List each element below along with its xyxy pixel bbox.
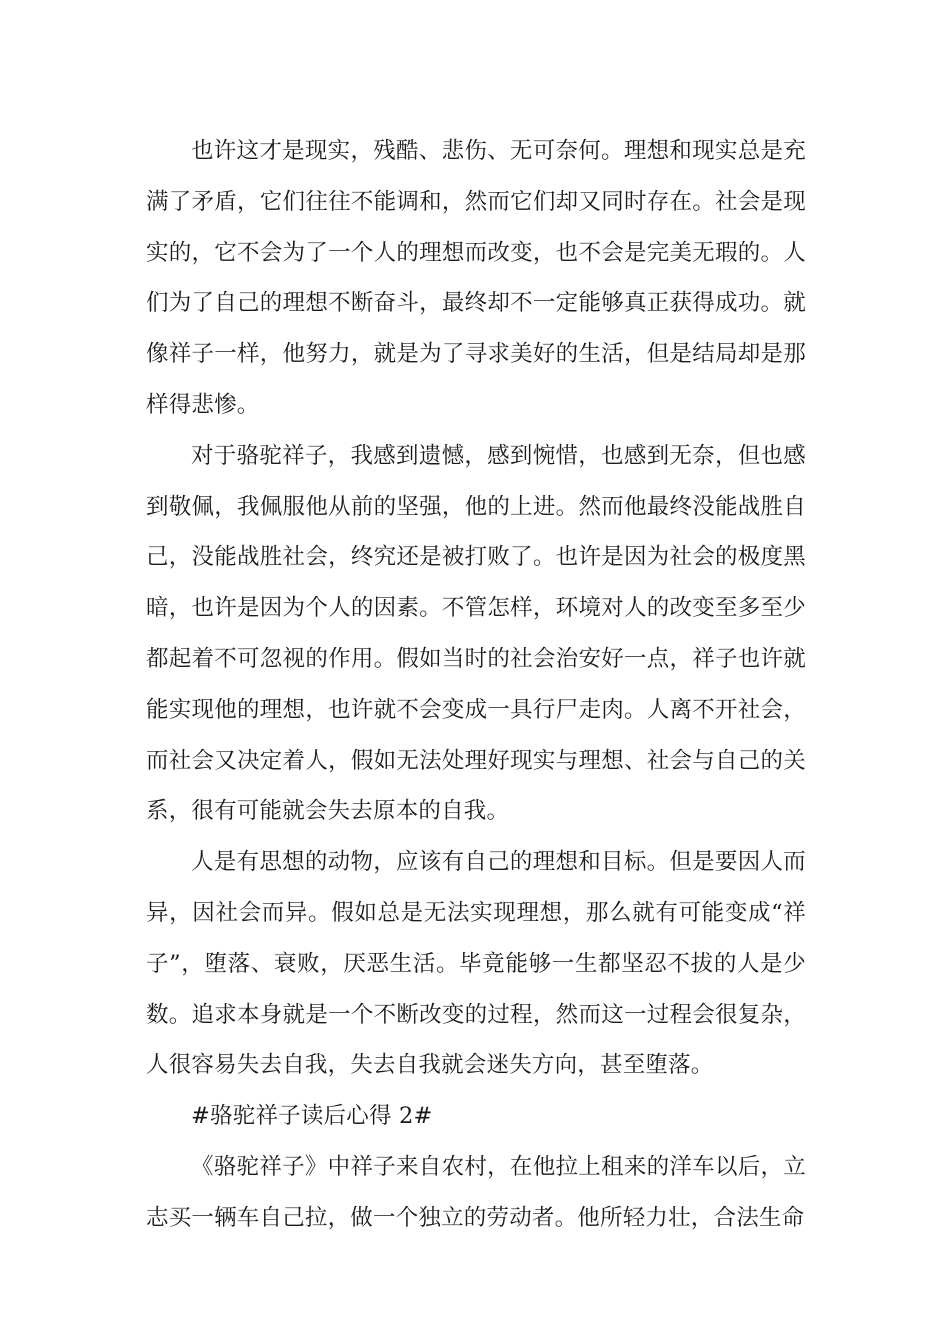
paragraph-camel-xiangzi: 对于骆驼祥子，我感到遗憾，感到惋惜，也感到无奈，但也感到敬佩，我佩服他从前的坚强，他的上进。然而他最终没能战胜自己，没能战胜社会，终究还是被打败了。也许是因为社会的极度黑暗，也许是因为个人的因素。不管怎样，环境对人的改变至多至少都起着不可忽视的作用。假如当时的社会治安好一点，祥子也许就能实现他的理想，也许就不会变成一具行尸走肉。人离不开社会，而社会又决定着人，假如无法处理好现实与理想、社会与自己的关系，很有可能就会失去原本的自我。 <box>146 442 806 825</box>
paragraph-ideals: 人是有思想的动物，应该有自己的理想和目标。但是要因人而异，因社会而异。假如总是无法实现理想，那么就有可能变成“祥子”，堕落、衰败，厌恶生活。毕竟能够一生都坚忍不拔的人是少数。追求本身就是一个不断改变的过程，然而这一过程会很复杂，人很容易失去自我，失去自我就会迷失方向，甚至堕落。 <box>146 849 806 1079</box>
paragraph-section-2: 《骆驼祥子》中祥子来自农村，在他拉上租来的洋车以后，立志买一辆车自己拉，做一个独立的劳动者。他所轻力壮，合法生命 <box>146 1153 806 1231</box>
document-body <box>146 126 806 1244</box>
paragraph-reality: 也许这才是现实，残酷、悲伤、无可奈何。理想和现实总是充满了矛盾，它们往往不能调和，然而它们却又同时存在。社会是现实的，它不会为了一个人的理想而改变，也不会是完美无瑕的。人们为了自己的理想不断奋斗，最终却不一定能够真正获得成功。就像祥子一样，他努力，就是为了寻求美好的生活，但是结局却是那样得悲惨。 <box>146 138 806 418</box>
section-heading: #骆驼祥子读后心得 2# <box>191 1103 433 1130</box>
